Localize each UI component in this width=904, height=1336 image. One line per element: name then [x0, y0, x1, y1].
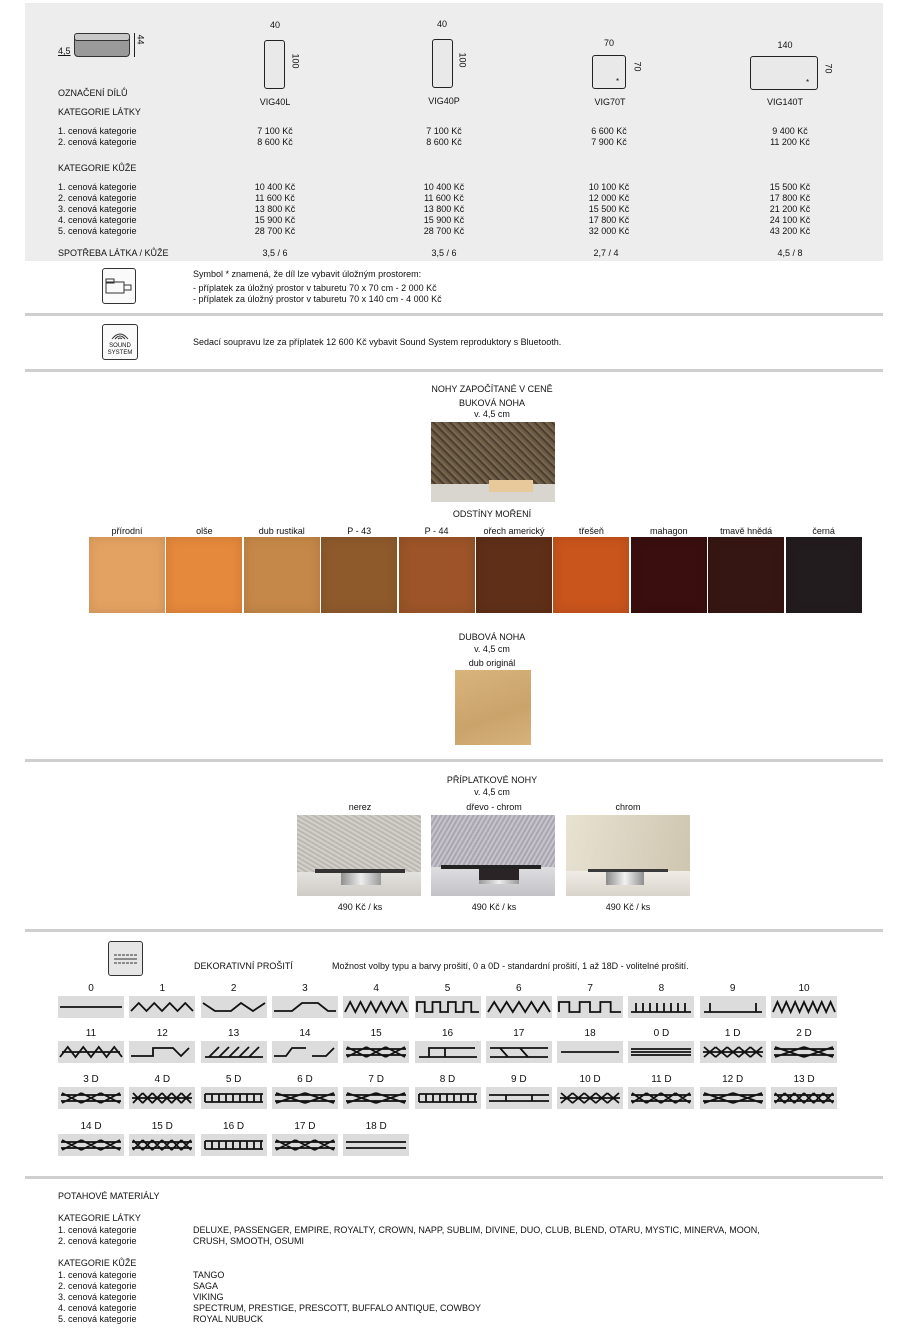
stitch-type-label: 1 D — [724, 1028, 741, 1039]
stitch-pattern — [343, 1087, 409, 1109]
stain-swatch — [553, 537, 629, 613]
label-material-usage: SPOTŘEBA LÁTKA / KŮŽE — [58, 248, 169, 258]
price-cell: 10 400 Kč — [254, 182, 296, 192]
piece-shape — [592, 55, 626, 89]
extra-legs-title: PŘÍPLATKOVÉ NOHY — [446, 775, 538, 785]
material-category: 1. cenová kategorie — [58, 1270, 137, 1280]
price-cell: 15 900 Kč — [254, 215, 296, 225]
stain-swatch — [89, 537, 165, 613]
stitch-pattern — [557, 1087, 623, 1109]
fabric-row-label: 2. cenová kategorie — [58, 137, 137, 147]
label-leather-category: KATEGORIE KŮŽE — [58, 163, 137, 173]
stain-label: tmavě hnědá — [720, 526, 773, 536]
stitch-pattern — [343, 1041, 409, 1063]
stain-label: dub rustikal — [258, 526, 305, 536]
divider — [25, 313, 883, 316]
stitch-type-label: 14 D — [80, 1121, 102, 1132]
stain-label: přírodní — [111, 526, 143, 536]
stitch-pattern — [700, 1087, 766, 1109]
materials-title: POTAHOVÉ MATERIÁLY — [58, 1191, 160, 1201]
stitch-pattern — [343, 996, 409, 1018]
divider — [25, 759, 883, 762]
oak-leg-title: DUBOVÁ NOHA — [458, 632, 526, 642]
stitch-pattern — [415, 1087, 481, 1109]
stitch-pattern — [272, 1134, 338, 1156]
price-cell: 21 200 Kč — [769, 204, 811, 214]
storage-note-line: Symbol * znamená, že díl lze vybavit úložným prostorem: — [193, 269, 422, 279]
price-cell: 7 100 Kč — [257, 126, 293, 136]
stitch-type-label: 15 D — [151, 1121, 173, 1132]
leather-row-label: 1. cenová kategorie — [58, 182, 137, 192]
stainless-leg-photo — [297, 815, 421, 896]
price-cell: 15 900 Kč — [423, 215, 465, 225]
leather-row-label: 5. cenová kategorie — [58, 226, 137, 236]
stitch-pattern — [129, 996, 195, 1018]
oak-leg-label: dub originál — [468, 658, 516, 668]
stitching-icon — [108, 941, 143, 976]
stitch-type-label: 11 — [85, 1028, 97, 1039]
stitch-pattern — [129, 1134, 195, 1156]
stain-label: olše — [196, 526, 213, 536]
stain-swatch — [708, 537, 784, 613]
material-category: 2. cenová kategorie — [58, 1236, 137, 1246]
label-part-code: OZNAČENÍ DÍLŮ — [58, 88, 128, 98]
price-cell: 11 600 Kč — [255, 193, 295, 203]
stitch-type-label: 13 — [228, 1028, 240, 1039]
price-cell: 11 200 Kč — [770, 137, 810, 147]
materials-leather-title: KATEGORIE KŮŽE — [58, 1258, 137, 1268]
stain-swatch — [786, 537, 862, 613]
stitch-type-label: 16 — [441, 1028, 454, 1039]
price-cell: 9 400 Kč — [772, 126, 808, 136]
leather-row-label: 2. cenová kategorie — [58, 193, 137, 203]
stitch-type-label: 0 — [88, 983, 94, 994]
piece-depth: 100 — [457, 52, 468, 68]
stitch-type-label: 1 — [159, 983, 166, 994]
piece-shape — [264, 40, 285, 89]
extra-leg-price: 490 Kč / ks — [337, 902, 383, 912]
price-cell: 7 100 Kč — [426, 126, 462, 136]
piece-depth: 70 — [632, 61, 643, 72]
stain-label: ořech americký — [483, 526, 545, 536]
stitch-pattern — [771, 996, 837, 1018]
material-category: 5. cenová kategorie — [58, 1314, 137, 1324]
piece-width: 40 — [269, 20, 280, 30]
stitch-pattern — [343, 1134, 409, 1156]
stitch-type-label: 10 — [798, 983, 810, 994]
beech-leg-photo — [431, 422, 555, 502]
price-cell: 17 800 Kč — [588, 215, 630, 225]
piece-depth: 100 — [290, 53, 301, 69]
sound-icon-text: SYSTEM — [107, 350, 133, 356]
sound-system-icon — [102, 324, 138, 360]
stitch-pattern — [486, 1041, 552, 1063]
materials-fabric-title: KATEGORIE LÁTKY — [58, 1213, 141, 1223]
stitch-pattern — [272, 996, 338, 1018]
stitch-pattern — [557, 996, 623, 1018]
stitch-pattern — [700, 1041, 766, 1063]
material-category: 2. cenová kategorie — [58, 1281, 137, 1291]
stitch-pattern — [628, 1087, 694, 1109]
storage-asterisk: * — [806, 78, 810, 87]
stitch-type-label: 3 — [302, 983, 308, 994]
stitch-type-label: 6 D — [297, 1074, 313, 1085]
material-names: SPECTRUM, PRESTIGE, PRESCOTT, BUFFALO ANTIQUE, COWBOY — [193, 1303, 482, 1313]
stitch-pattern — [415, 996, 481, 1018]
stitch-pattern — [58, 996, 124, 1018]
stain-label: mahagon — [650, 526, 688, 536]
extra-leg-price: 490 Kč / ks — [471, 902, 517, 912]
material-category: 4. cenová kategorie — [58, 1303, 137, 1313]
stitch-type-label: 14 — [299, 1028, 311, 1039]
stitch-type-label: 9 — [729, 983, 736, 994]
material-names: ROYAL NUBUCK — [193, 1314, 264, 1324]
piece-depth: 70 — [823, 63, 834, 74]
stain-label: P - 43 — [347, 526, 372, 536]
stitch-type-label: 0 D — [653, 1028, 670, 1039]
usage-cell: 3,5 / 6 — [431, 248, 457, 258]
stitch-pattern — [771, 1087, 837, 1109]
material-names: TANGO — [193, 1270, 225, 1280]
extra-leg-label: dřevo - chrom — [466, 802, 522, 812]
stitch-pattern — [201, 1041, 267, 1063]
piece-code: VIG140T — [766, 97, 804, 107]
storage-icon — [102, 268, 136, 304]
label-fabric-category: KATEGORIE LÁTKY — [58, 107, 141, 117]
stitch-pattern — [628, 996, 694, 1018]
stitch-type-label: 8 D — [439, 1074, 456, 1085]
material-category: 1. cenová kategorie — [58, 1225, 137, 1235]
dim-width: 4,5 — [58, 46, 71, 56]
fabric-row-label: 1. cenová kategorie — [58, 126, 137, 136]
stitching-note: Možnost volby typu a barvy prošití, 0 a 0D - standardní prošití, 1 až 18D - volitelné prošití. — [332, 961, 689, 971]
stitch-pattern — [58, 1087, 124, 1109]
stitch-type-label: 6 — [516, 983, 522, 994]
price-cell: 28 700 Kč — [254, 226, 296, 236]
stitch-type-label: 4 D — [154, 1074, 171, 1085]
extra-legs-height: v. 4,5 cm — [474, 787, 510, 797]
usage-cell: 2,7 / 4 — [593, 248, 619, 258]
piece-code: VIG70T — [594, 97, 626, 107]
stain-label: černá — [812, 526, 835, 536]
price-cell: 6 600 Kč — [591, 126, 627, 136]
extra-leg-label: nerez — [348, 802, 372, 812]
stain-swatch — [166, 537, 242, 613]
stitch-type-label: 2 D — [796, 1028, 812, 1039]
stain-label: P - 44 — [424, 526, 449, 536]
stitch-pattern — [415, 1041, 481, 1063]
stain-swatch — [321, 537, 397, 613]
stitch-type-label: 17 D — [294, 1121, 316, 1132]
piece-shape — [432, 39, 453, 88]
legs-title: NOHY ZAPOČÍTANÉ V CENĚ — [431, 384, 553, 394]
material-names: CRUSH, SMOOTH, OSUMI — [193, 1236, 305, 1246]
material-names: VIKING — [193, 1292, 224, 1302]
stitch-pattern — [557, 1041, 623, 1063]
stain-label: třešeň — [578, 526, 604, 536]
price-cell: 17 800 Kč — [769, 193, 811, 203]
oak-swatch — [455, 670, 531, 745]
stitching-title: DEKORATIVNÍ PROŠITÍ — [194, 961, 293, 971]
stitch-type-label: 8 — [658, 983, 665, 994]
stitch-type-label: 5 — [444, 983, 451, 994]
dim-height: 44 — [135, 34, 146, 45]
stitch-pattern — [486, 996, 552, 1018]
piece-width: 70 — [603, 38, 614, 48]
price-cell: 24 100 Kč — [769, 215, 811, 225]
stitch-type-label: 11 D — [651, 1074, 672, 1085]
storage-asterisk: * — [616, 77, 620, 86]
price-cell: 12 000 Kč — [588, 193, 630, 203]
piece-code: VIG40P — [428, 96, 460, 106]
stitch-type-label: 2 — [230, 983, 237, 994]
price-cell: 8 600 Kč — [257, 137, 293, 147]
stitch-type-label: 16 D — [223, 1121, 245, 1132]
stitch-type-label: 7 — [587, 983, 593, 994]
stitch-type-label: 13 D — [793, 1074, 815, 1085]
stitch-pattern — [129, 1041, 195, 1063]
stitch-type-label: 4 — [373, 983, 379, 994]
stitch-type-label: 12 — [156, 1028, 168, 1039]
stain-swatch — [399, 537, 475, 613]
stitch-pattern — [272, 1087, 338, 1109]
extra-leg-label: chrom — [615, 802, 641, 812]
piece-code: VIG40L — [259, 97, 291, 107]
stitch-type-label: 15 — [370, 1028, 382, 1039]
stitch-type-label: 17 — [513, 1028, 525, 1039]
stitch-pattern — [628, 1041, 694, 1063]
stitch-pattern — [272, 1041, 338, 1063]
price-cell: 13 800 Kč — [254, 204, 296, 214]
stitch-pattern — [58, 1134, 124, 1156]
price-cell: 10 400 Kč — [423, 182, 465, 192]
stitch-pattern — [486, 1087, 552, 1109]
stitch-pattern — [201, 1134, 267, 1156]
price-cell: 7 900 Kč — [591, 137, 627, 147]
sound-system-text: Sedací soupravu lze za příplatek 12 600 Kč vybavit Sound System reproduktory s Bluetooth. — [193, 337, 562, 347]
beech-leg-title: BUKOVÁ NOHA — [458, 398, 525, 408]
stitch-type-label: 18 D — [365, 1121, 387, 1132]
stitch-pattern — [58, 1041, 124, 1063]
stain-swatch — [476, 537, 552, 613]
wood-chrome-leg-photo — [431, 815, 555, 896]
stitch-type-label: 9 D — [511, 1074, 527, 1085]
price-cell: 10 100 Kč — [588, 182, 630, 192]
stain-swatch — [244, 537, 320, 613]
stitch-type-label: 12 D — [722, 1074, 744, 1085]
divider — [25, 1176, 883, 1179]
divider — [25, 369, 883, 372]
material-names: DELUXE, PASSENGER, EMPIRE, ROYALTY, CROWN, NAPP, SUBLIM, DIVINE, DUO, CLUB, BLEND, OTARU, MYSTIC, MINERVA, MOON, — [193, 1225, 760, 1235]
stain-swatch — [631, 537, 707, 613]
stitch-type-label: 5 D — [225, 1074, 242, 1085]
material-names: SAGA — [193, 1281, 219, 1291]
usage-cell: 3,5 / 6 — [262, 248, 288, 258]
storage-note-line: - příplatek za úložný prostor v taburetu 70 x 140 cm - 4 000 Kč — [193, 294, 442, 304]
stitch-pattern — [201, 996, 267, 1018]
chrome-leg-photo — [566, 815, 690, 896]
price-cell: 15 500 Kč — [769, 182, 811, 192]
sound-icon-text: SOUND — [109, 343, 131, 349]
piece-width: 40 — [436, 19, 447, 29]
storage-note-line: - příplatek za úložný prostor v taburetu 70 x 70 cm - 2 000 Kč — [193, 283, 437, 293]
stitch-type-label: 18 — [584, 1028, 596, 1039]
leather-row-label: 3. cenová kategorie — [58, 204, 137, 214]
divider — [25, 929, 883, 932]
usage-cell: 4,5 / 8 — [777, 248, 803, 258]
material-category: 3. cenová kategorie — [58, 1292, 137, 1302]
piece-width: 140 — [777, 40, 793, 50]
price-cell: 13 800 Kč — [423, 204, 465, 214]
leather-row-label: 4. cenová kategorie — [58, 215, 137, 225]
stitch-type-label: 3 D — [83, 1074, 99, 1085]
price-cell: 43 200 Kč — [769, 226, 811, 236]
stains-title: ODSTÍNY MOŘENÍ — [452, 509, 532, 519]
stitch-pattern — [771, 1041, 837, 1063]
oak-leg-height: v. 4,5 cm — [474, 644, 510, 654]
price-cell: 15 500 Kč — [588, 204, 630, 214]
extra-leg-price: 490 Kč / ks — [605, 902, 651, 912]
stitch-type-label: 10 D — [579, 1074, 601, 1085]
price-cell: 8 600 Kč — [426, 137, 462, 147]
price-cell: 11 600 Kč — [424, 193, 464, 203]
stitch-pattern — [129, 1087, 195, 1109]
stitch-pattern — [700, 996, 766, 1018]
stitch-type-label: 7 D — [368, 1074, 384, 1085]
price-cell: 28 700 Kč — [423, 226, 465, 236]
stitch-pattern — [201, 1087, 267, 1109]
price-cell: 32 000 Kč — [588, 226, 630, 236]
beech-leg-height: v. 4,5 cm — [474, 409, 510, 419]
